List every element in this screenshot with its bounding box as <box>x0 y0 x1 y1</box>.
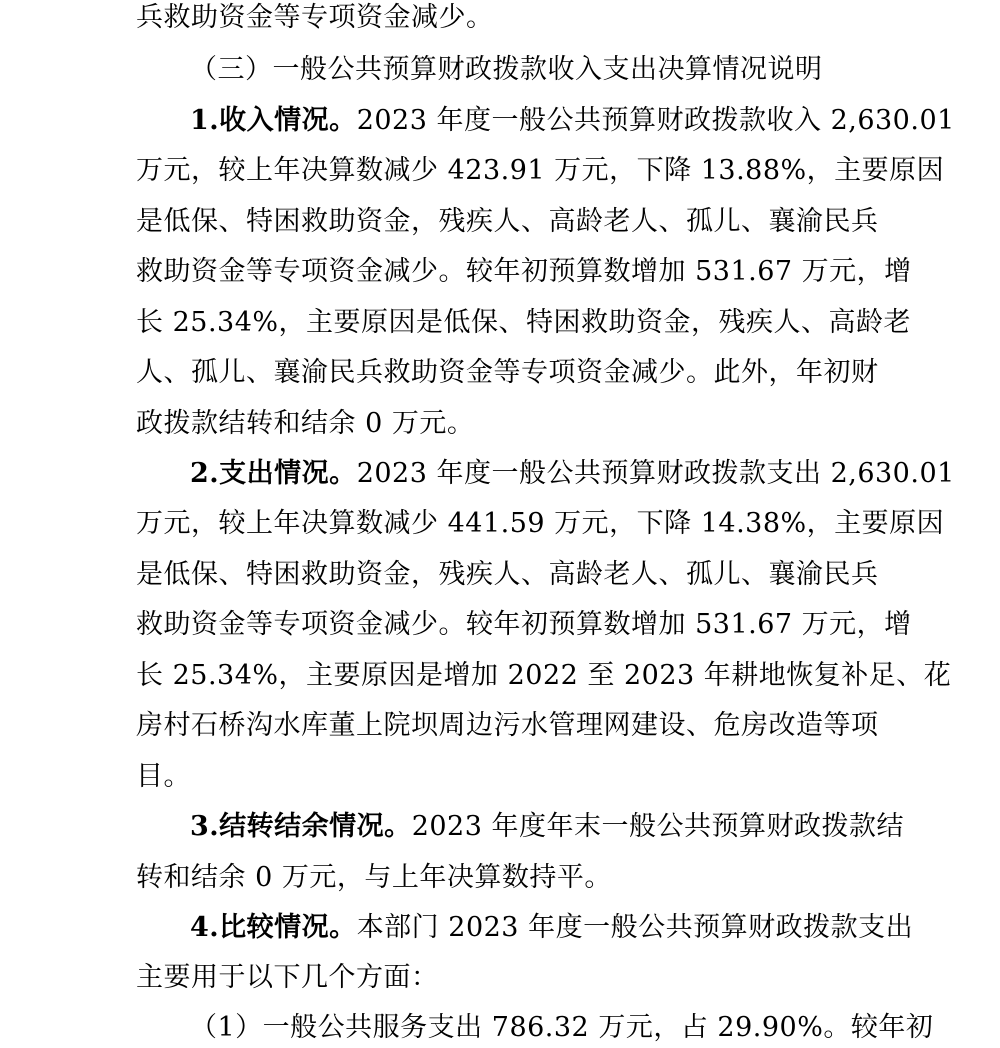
subsection-heading: 2.支出情况。 <box>190 458 357 489</box>
paragraph-text: 本部门 2023 年度一般公共预算财政拨款支出 <box>356 912 914 943</box>
paragraph-line: 是低保、特困救助资金，残疾人、高龄老人、孤儿、襄渝民兵 <box>136 206 879 237</box>
paragraph-line: 主要用于以下几个方面： <box>136 962 439 993</box>
paragraph-line <box>190 908 914 948</box>
paragraph-line: 兵救助资金等专项资金减少。 <box>136 2 494 33</box>
paragraph-line <box>190 454 955 494</box>
paragraph-line: 目。 <box>136 761 191 792</box>
subsection-heading: 3.结转结余情况。 <box>190 811 412 842</box>
paragraph-line <box>190 807 904 847</box>
paragraph-line: 长 25.34%，主要原因是低保、特困救助资金，残疾人、高龄老 <box>136 307 912 338</box>
paragraph-line: 政拨款结转和结余 0 万元。 <box>136 408 475 439</box>
paragraph-line: 救助资金等专项资金减少。较年初预算数增加 531.67 万元，增 <box>136 256 912 287</box>
paragraph-text: 2023 年度一般公共预算财政拨款支出 2,630.01 <box>356 458 955 489</box>
paragraph-line: 房村石桥沟水库董上院坝周边污水管理网建设、危房改造等项 <box>136 710 879 741</box>
paragraph-line: 人、孤儿、襄渝民兵救助资金等专项资金减少。此外，年初财 <box>136 357 879 388</box>
paragraph-line: 万元，较上年决算数减少 423.91 万元，下降 13.88%，主要原因 <box>136 155 945 186</box>
paragraph-line: 长 25.34%，主要原因是增加 2022 至 2023 年耕地恢复补足、花 <box>136 660 952 691</box>
section-heading: （三）一般公共预算财政拨款收入支出决算情况说明 <box>190 54 823 85</box>
paragraph-text: 2023 年度年末一般公共预算财政拨款结 <box>411 811 904 842</box>
paragraph-line: （1）一般公共服务支出 786.32 万元，占 29.90%。较年初 <box>190 1012 934 1043</box>
subsection-heading: 4.比较情况。 <box>190 912 357 943</box>
paragraph-line: 万元，较上年决算数减少 441.59 万元，下降 14.38%，主要原因 <box>136 508 945 539</box>
subsection-heading: 1.收入情况。 <box>190 105 357 136</box>
paragraph-line <box>190 101 955 141</box>
paragraph-line: 救助资金等专项资金减少。较年初预算数增加 531.67 万元，增 <box>136 609 912 640</box>
paragraph-line: 转和结余 0 万元，与上年决算数持平。 <box>136 862 612 893</box>
paragraph-text: 2023 年度一般公共预算财政拨款收入 2,630.01 <box>356 105 955 136</box>
paragraph-line: 是低保、特困救助资金，残疾人、高龄老人、孤儿、襄渝民兵 <box>136 559 879 590</box>
